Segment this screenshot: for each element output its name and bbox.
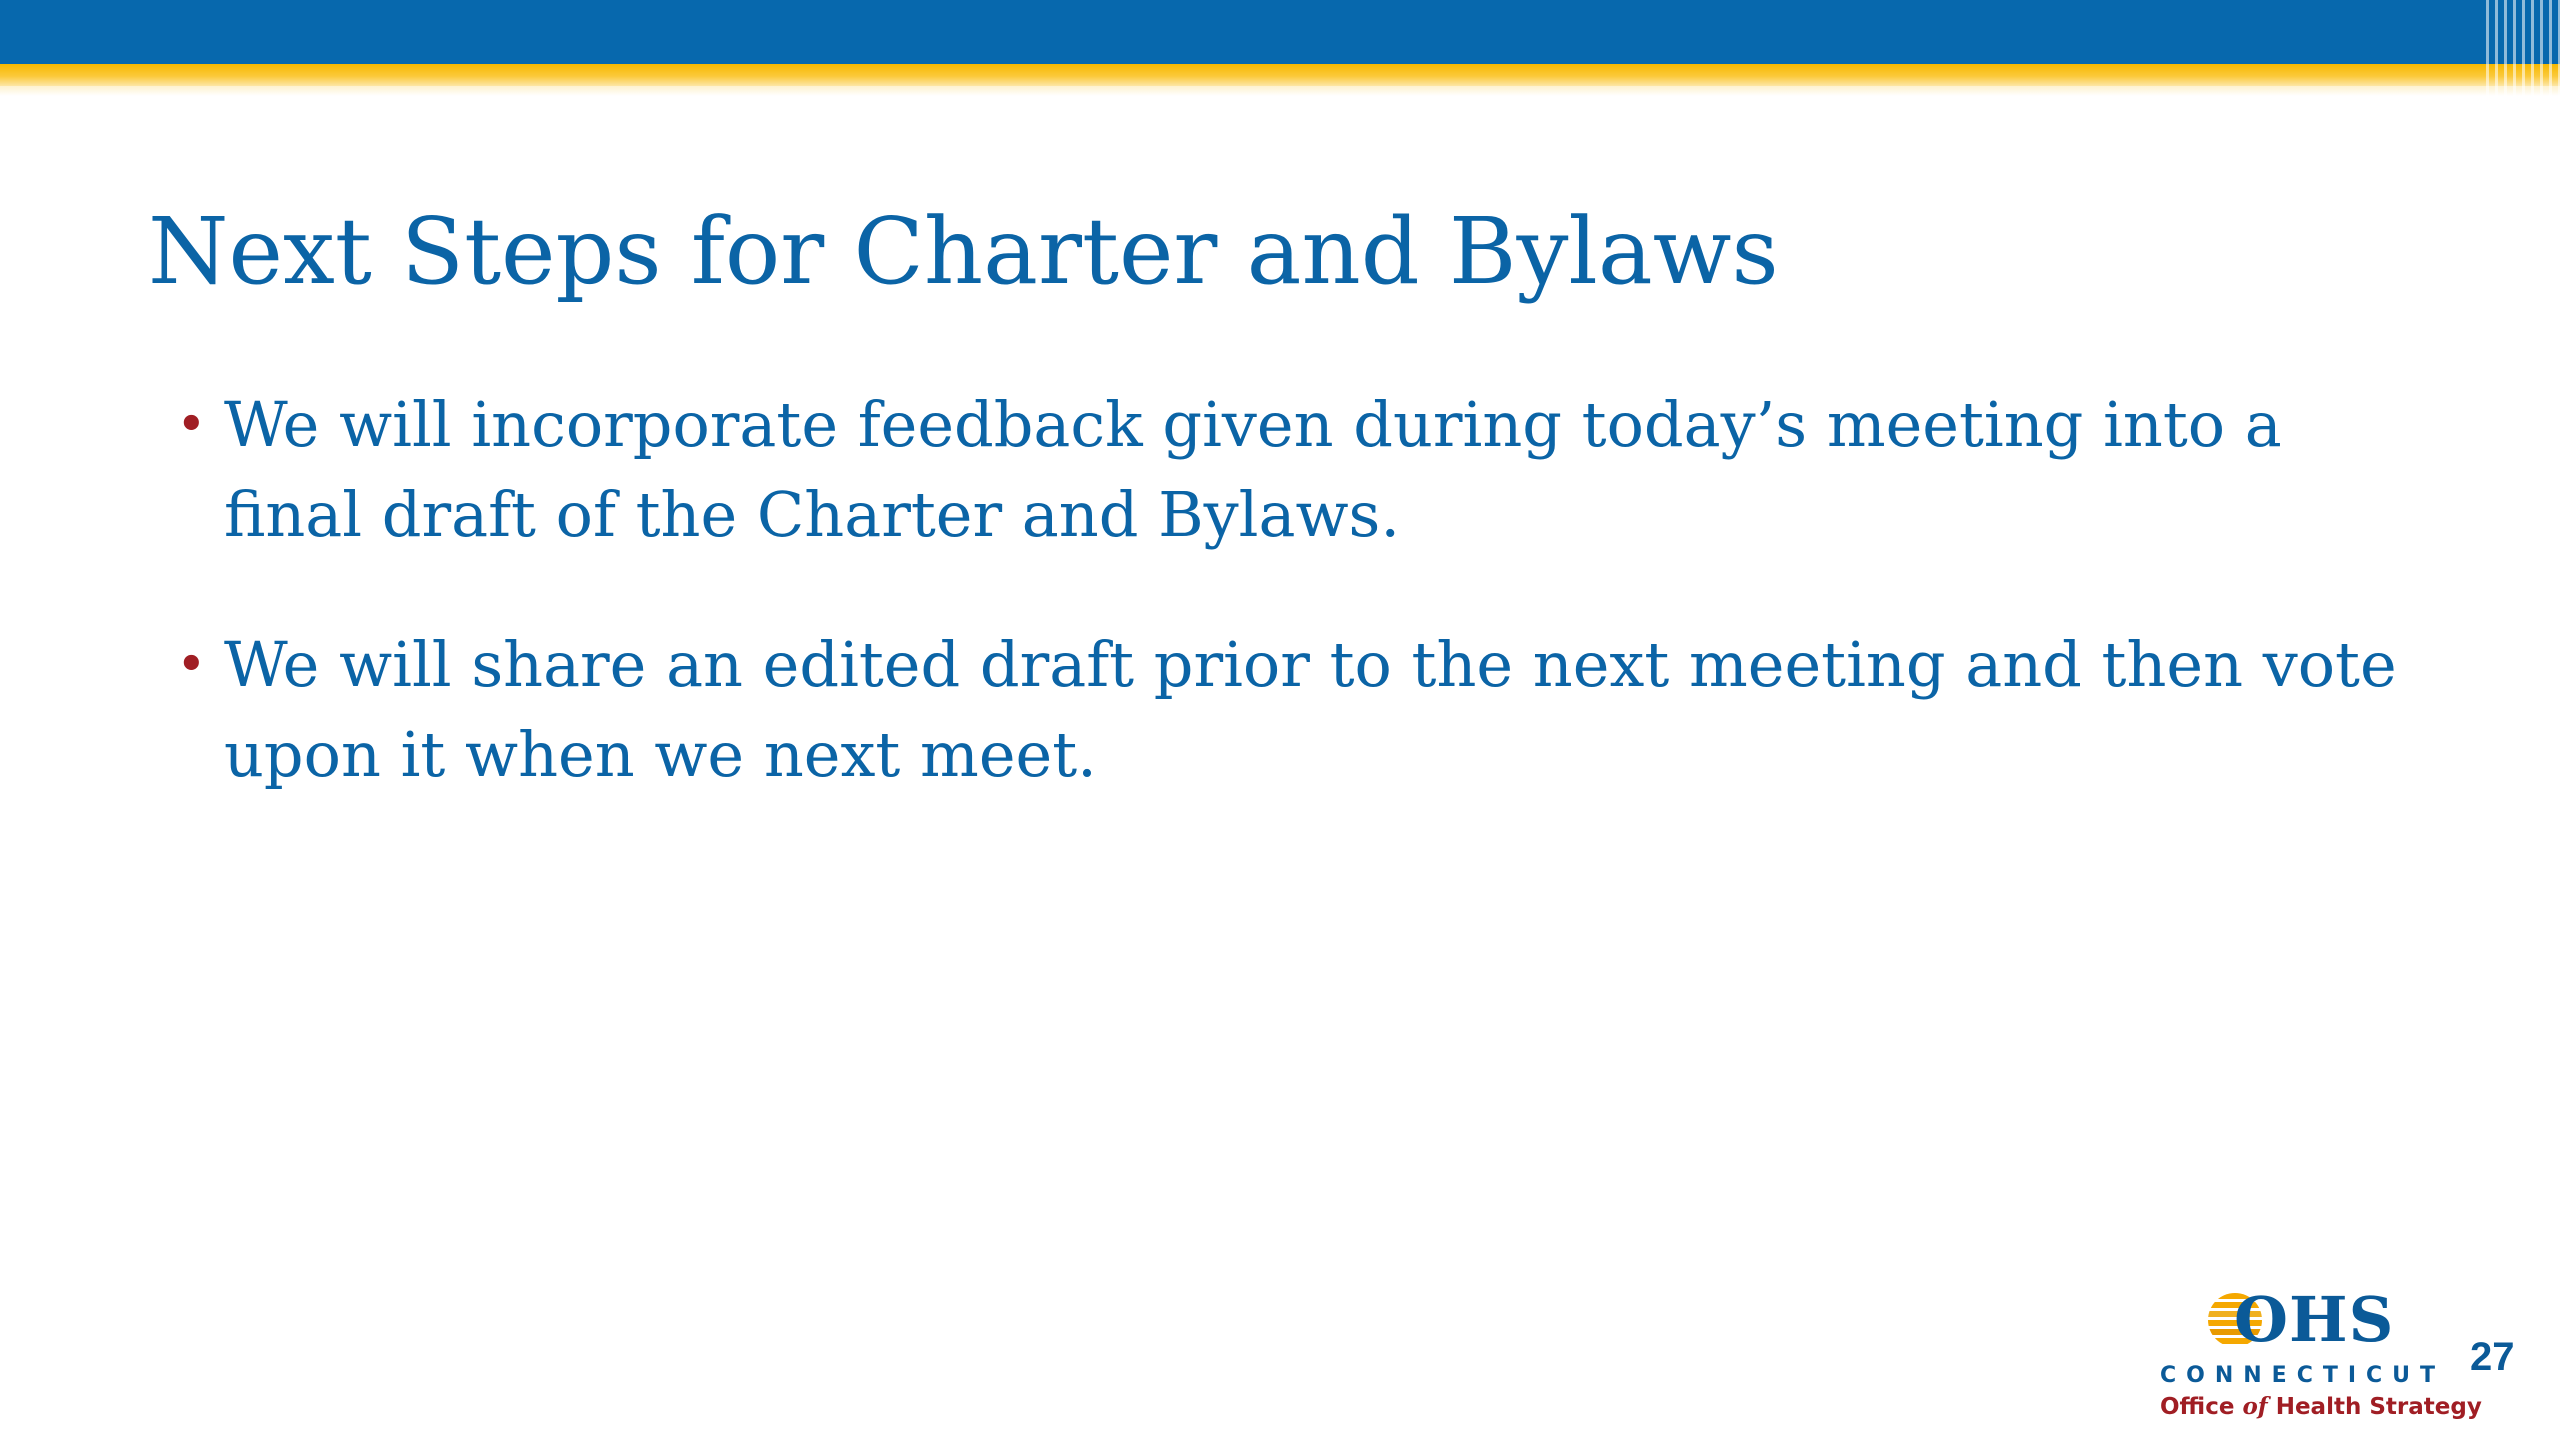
slide-title: Next Steps for Charter and Bylaws <box>148 198 1779 305</box>
page-number: 27 <box>2470 1335 2515 1379</box>
logo-name-post: Health Strategy <box>2267 1394 2482 1420</box>
bullet-text: We will share an edited draft prior to the next meeting and then vote upon it when we next meet. <box>224 628 2397 791</box>
header-blue-bar <box>0 0 2560 64</box>
header-stripes-decoration <box>2480 0 2560 96</box>
header-gold-fade <box>0 86 2560 96</box>
logo-abbrev: OHS <box>2234 1283 2395 1356</box>
bullet-item <box>172 380 2432 560</box>
logo-office-name <box>2160 1393 2482 1421</box>
bullet-marker: • <box>176 635 207 695</box>
bullet-marker: • <box>176 395 207 455</box>
ohs-logo <box>2150 1283 2482 1425</box>
header-gold-bar <box>0 64 2560 86</box>
bullet-list <box>172 380 2432 860</box>
logo-name-pre: Office <box>2160 1394 2243 1420</box>
bullet-item <box>172 620 2432 800</box>
bullet-text: We will incorporate feedback given during today’s meeting into a final draft of the Charter and Bylaws. <box>224 388 2282 551</box>
logo-name-of: of <box>2242 1393 2268 1420</box>
logo-state: CONNECTICUT <box>2160 1363 2446 1388</box>
